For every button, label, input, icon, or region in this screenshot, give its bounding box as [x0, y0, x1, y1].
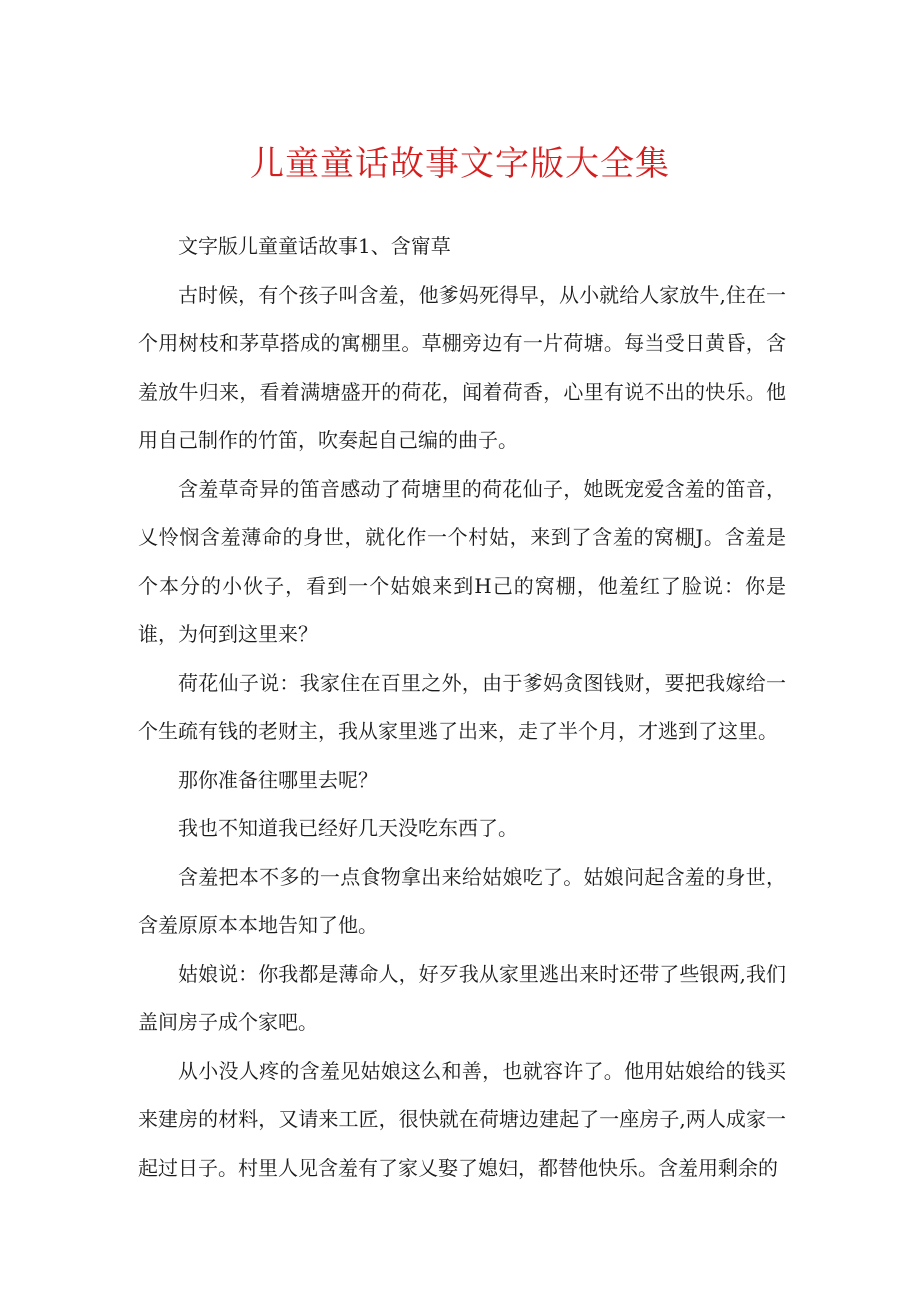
- paragraph: 从小没人疼的含羞见姑娘这么和善，也就容许了。他用姑娘给的钱买来建房的材料，又请来工匠，很快就在荷塘边建起了一座房子,两人成家一起过日子。村里人见含羞有了家乂娶了媳妇，都替他快乐。含羞用剩余的: [138, 1058, 786, 1180]
- paragraph: 那你准备往哪里去呢？: [178, 767, 378, 792]
- paragraph: 含羞草奇异的笛音感动了荷塘里的荷花仙子，她既宠爱含羞的笛音，乂怜悯含羞薄命的身世，就化作一个村姑，来到了含羞的窝棚J。含羞是个本分的小伙子，看到一个姑娘来到H己的窝棚，他羞红了脸说：你是谁，为何到这里来？: [138, 476, 786, 646]
- paragraph: 古时候，有个孩子叫含羞，他爹妈死得早，从小就给人家放牛,住在一个用树枝和茅草搭成的寓棚里。草棚旁边有一片荷塘。每当受日黄昏，含羞放牛归来，看着满塘盛开的荷花，闻着荷香，心里有说不出的快乐。他用自己制作的竹笛，吹奏起自己编的曲子。: [138, 282, 786, 452]
- paragraph: 我也不知道我已经好几天没吃东西了。: [178, 816, 518, 840]
- document-title: 儿童童话故事文字版大全集: [250, 144, 670, 184]
- paragraph: 含羞把本不多的一点食物拿出来给姑娘吃了。姑娘问起含羞的身世，含羞原原本本地告知了他。: [138, 864, 786, 937]
- paragraph: 姑娘说：你我都是薄命人，好歹我从家里逃出来时还带了些银两,我们盖间房子成个家吧。: [138, 961, 786, 1034]
- document-body: [138, 222, 786, 1192]
- paragraph-section-heading: 文字版儿童童话故事1、含甯草: [178, 234, 451, 258]
- paragraph: 荷花仙子说：我家住在百里之外，由于爹妈贪图钱财，要把我嫁给一个生疏有钱的老财主，我从家里逃了出来，走了半个月，才逃到了这里。: [138, 670, 786, 743]
